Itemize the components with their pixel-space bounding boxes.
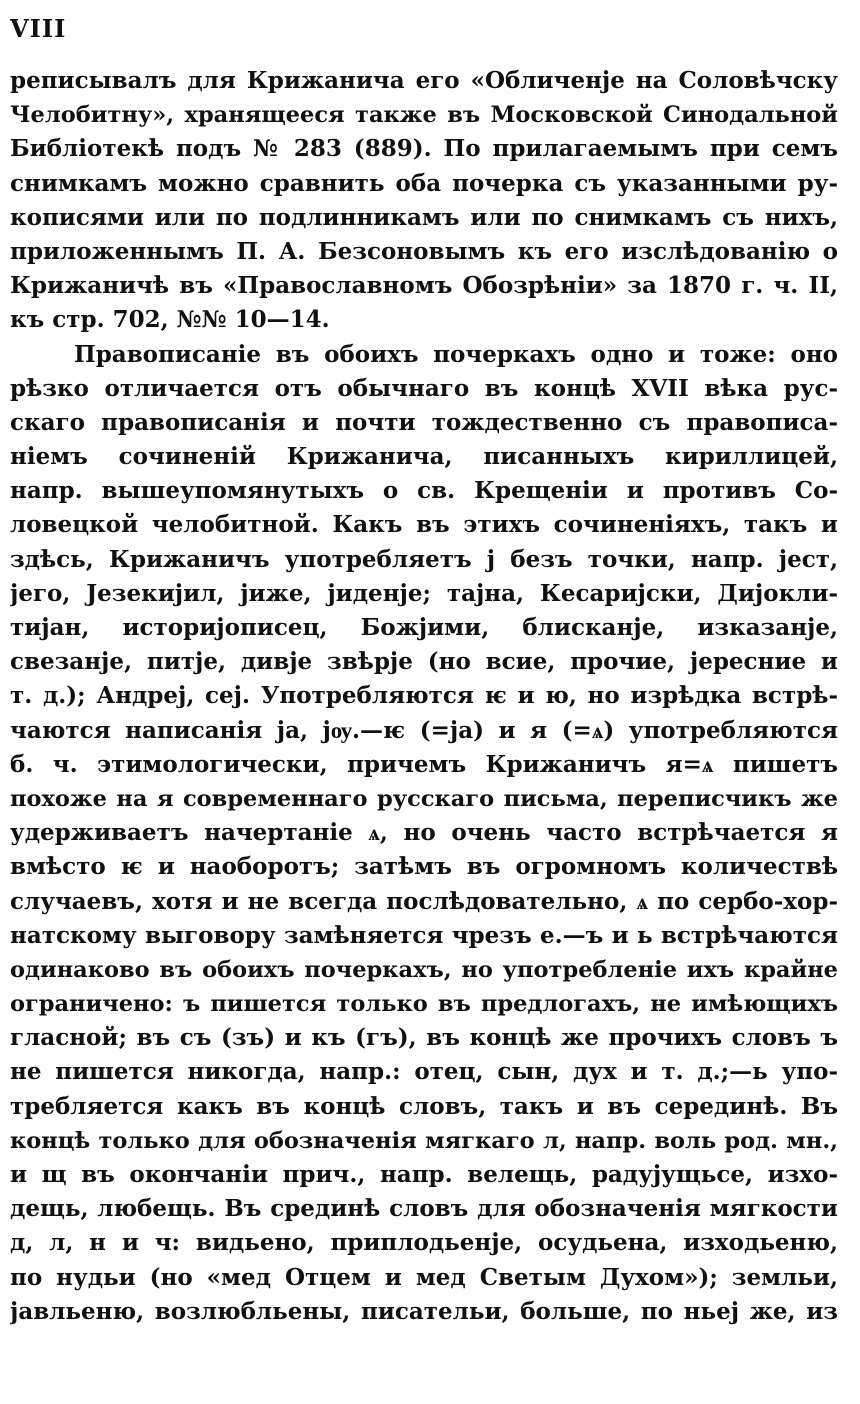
text-line: ловецкой челобитной. Какъ въ этихъ сочиненіяхъ, такъ и	[10, 511, 838, 539]
text-line: приложеннымъ П. А. Безсоновымъ къ его изслѣдованію о	[10, 237, 838, 265]
text-line: јавльеню, возлюбльены, писательи, больше, по ньеј же, из	[10, 1297, 838, 1325]
text-line: по нудьи (но «мед Отцем и мед Светым Духом»); земльи,	[10, 1263, 838, 1291]
text-line: требляется какъ въ концѣ словъ, такъ и въ серединѣ. Въ	[10, 1092, 838, 1120]
text-line: здѣсь, Крижаничъ употребляетъ ј безъ точки, напр. јест,	[10, 545, 838, 573]
text-line: вмѣсто ѥ и наоборотъ; затѣмъ въ огромномъ количествѣ	[10, 853, 838, 881]
text-line: дещь, любещь. Въ срединѣ словъ для обозначенія мягкости	[10, 1195, 838, 1223]
text-line: къ стр. 702, №№ 10—14.	[10, 306, 330, 334]
text-line: снимкамъ можно сравнить оба почерка съ указанными ру-	[10, 169, 838, 197]
text-line: Библіотекѣ подъ № 283 (889). По прилагаемымъ при семъ	[10, 135, 838, 163]
text-line: Челобитну», хранящееся также въ Московской Синодальной	[10, 102, 838, 129]
text-line: не пишется никогда, напр.: отец, сын, дух и т. д.;—ь упо-	[10, 1058, 838, 1086]
text-line: натскому выговору замѣняется чрезъ е.—ъ и ь встрѣчаются	[10, 921, 838, 949]
text-line: јего, Језекијил, јиже, јиденје; тајна, Кесаријски, Дијокли-	[10, 579, 838, 607]
text-line: концѣ только для обозначенія мягкаго л, напр. воль род. мн.,	[10, 1127, 838, 1154]
text-line: тијан, историјописец, Божјими, блисканје, изказанје,	[10, 614, 838, 641]
text-line: д, л, н и ч: видьено, приплодьенје, осудьена, изходьеню,	[10, 1229, 838, 1257]
text-line: напр. вышеупомянутыхъ о св. Крещеніи и противъ Со-	[10, 477, 838, 505]
text-line: случаевъ, хотя и не всегда послѣдовательно, ѧ по сербо-хор-	[10, 887, 838, 915]
text-line: чаются написанія ја, јѹ.—ѥ (=ја) и я (=ѧ) употребляются	[10, 716, 838, 744]
paragraph-first-line: Правописаніе въ обоихъ почеркахъ одно и тоже: оно	[74, 340, 838, 368]
text-line: б. ч. этимологически, причемъ Крижаничъ я=ѧ пишетъ	[10, 750, 838, 778]
text-line: одинаково въ обоихъ почеркахъ, но употребленіе ихъ крайне	[10, 956, 838, 983]
text-line: гласной; въ съ (зъ) и къ (гъ), въ концѣ же прочихъ словъ ъ	[10, 1024, 838, 1052]
text-line: свезанје, питје, дивје звѣрје (но всие, прочие, јересние и	[10, 648, 838, 676]
text-line: удерживаетъ начертаніе ѧ, но очень часто встрѣчается я	[10, 819, 838, 847]
text-line: ніемъ сочиненій Крижанича, писанныхъ кириллицей,	[10, 443, 838, 471]
body-text	[10, 64, 838, 1329]
text-line: и щ въ окончаніи прич., напр. велещь, радујущьсе, изхо-	[10, 1161, 838, 1188]
page-number: VIII	[10, 14, 67, 43]
text-line: Крижаничѣ въ «Православномъ Обозрѣніи» за 1870 г. ч. II,	[10, 272, 838, 300]
text-line: похоже на я современнаго русскаго письма, переписчикъ же	[10, 785, 838, 812]
text-line: рѣзко отличается отъ обычнаго въ концѣ XVII вѣка рус-	[10, 374, 838, 402]
text-line: кописями или по подлинникамъ или по снимкамъ съ нихъ,	[10, 203, 838, 231]
text-line: скаго правописанія и почти тождественно съ правописа-	[10, 408, 838, 436]
text-line: т. д.); Андреј, сеј. Употребляются ѥ и ю, но изрѣдка встрѣ-	[10, 682, 838, 710]
text-line: реписывалъ для Крижанича его «Обличенје на Соловѣчску	[10, 67, 838, 94]
text-line: ограничено: ъ пишется только въ предлогахъ, не имѣющихъ	[10, 991, 838, 1018]
